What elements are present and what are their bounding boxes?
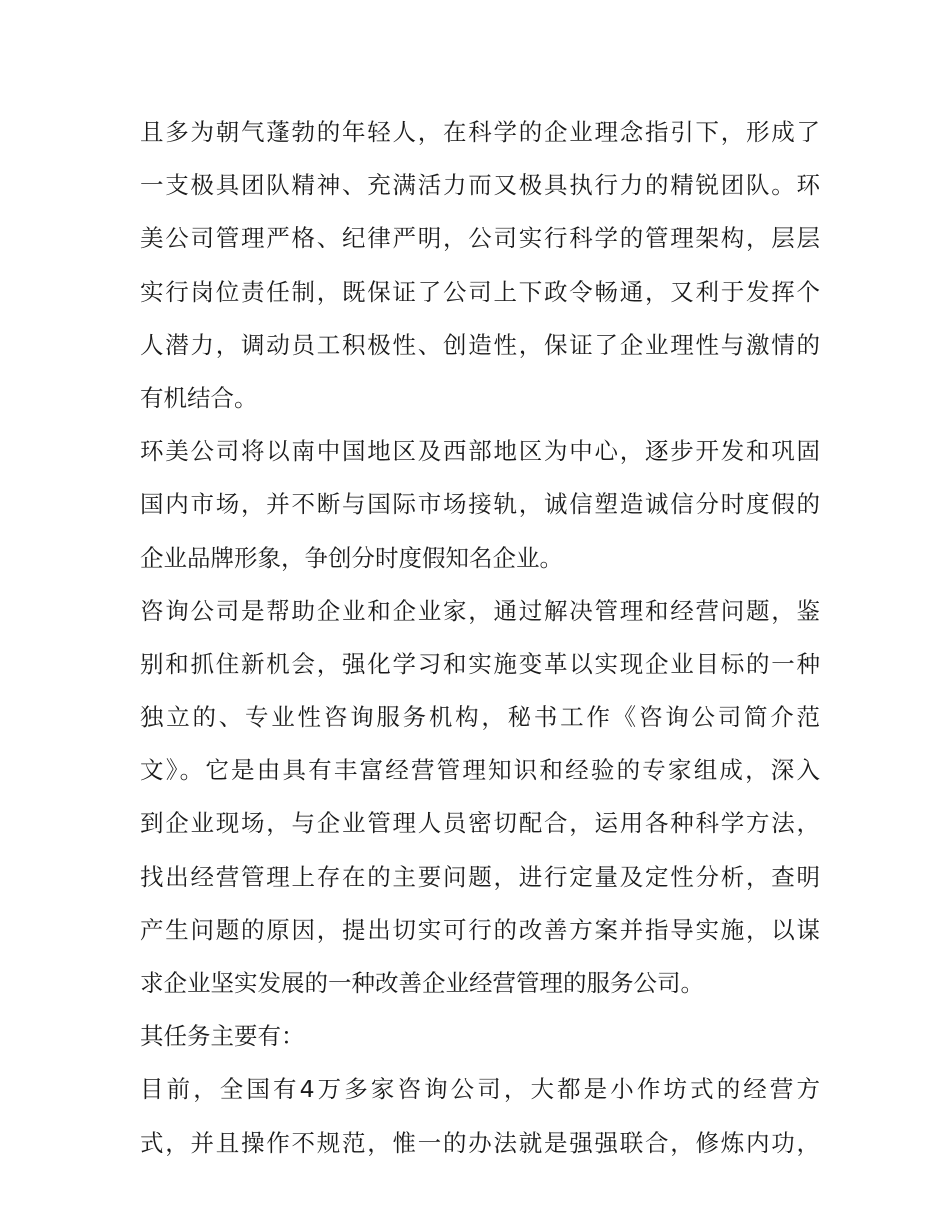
text-line: 咨询公司是帮助企业和企业家，通过解决管理和经营问题，鉴 (140, 596, 820, 625)
document-body (140, 106, 820, 1170)
text-line: 企业品牌形象，争创分时度假知名企业。 (140, 543, 563, 572)
text-line: 式，并且操作不规范，惟一的办法就是强强联合，修炼内功， (140, 1128, 820, 1157)
text-line: 且多为朝气蓬勃的年轻人，在科学的企业理念指引下，形成了 (140, 118, 820, 146)
text-line: 独立的、专业性咨询服务机构，秘书工作《咨询公司简介范 (140, 703, 820, 732)
text-line: 国内市场，并不断与国际市场接轨，诚信塑造诚信分时度假的 (140, 490, 820, 519)
text-line: 环美公司将以南中国地区及西部地区为中心，逐步开发和巩固 (140, 437, 820, 466)
text-line: 产生问题的原因，提出切实可行的改善方案并指导实施，以谋 (140, 915, 820, 944)
text-line: 目前，全国有4万多家咨询公司，大都是小作坊式的经营方 (140, 1075, 820, 1104)
text-line: 找出经营管理上存在的主要问题，进行定量及定性分析，查明 (140, 862, 820, 891)
text-line: 一支极具团队精神、充满活力而又极具执行力的精锐团队。环 (140, 171, 820, 200)
text-line: 人潜力，调动员工积极性、创造性，保证了企业理性与激情的 (140, 330, 820, 359)
text-line: 有机结合。 (140, 383, 258, 412)
text-line: 实行岗位责任制，既保证了公司上下政令畅通，又利于发挥个 (140, 277, 820, 306)
text-line: 美公司管理严格、纪律严明，公司实行科学的管理架构，层层 (140, 224, 820, 253)
text-line: 文》。它是由具有丰富经营管理知识和经验的专家组成，深入 (140, 756, 820, 785)
text-line: 到企业现场，与企业管理人员密切配合，运用各种科学方法， (140, 809, 820, 838)
text-line: 别和抓住新机会，强化学习和实施变革以实现企业目标的一种 (140, 649, 820, 678)
text-line: 求企业坚实发展的一种改善企业经营管理的服务公司。 (140, 969, 704, 997)
text-line: 其任务主要有： (140, 1022, 305, 1051)
